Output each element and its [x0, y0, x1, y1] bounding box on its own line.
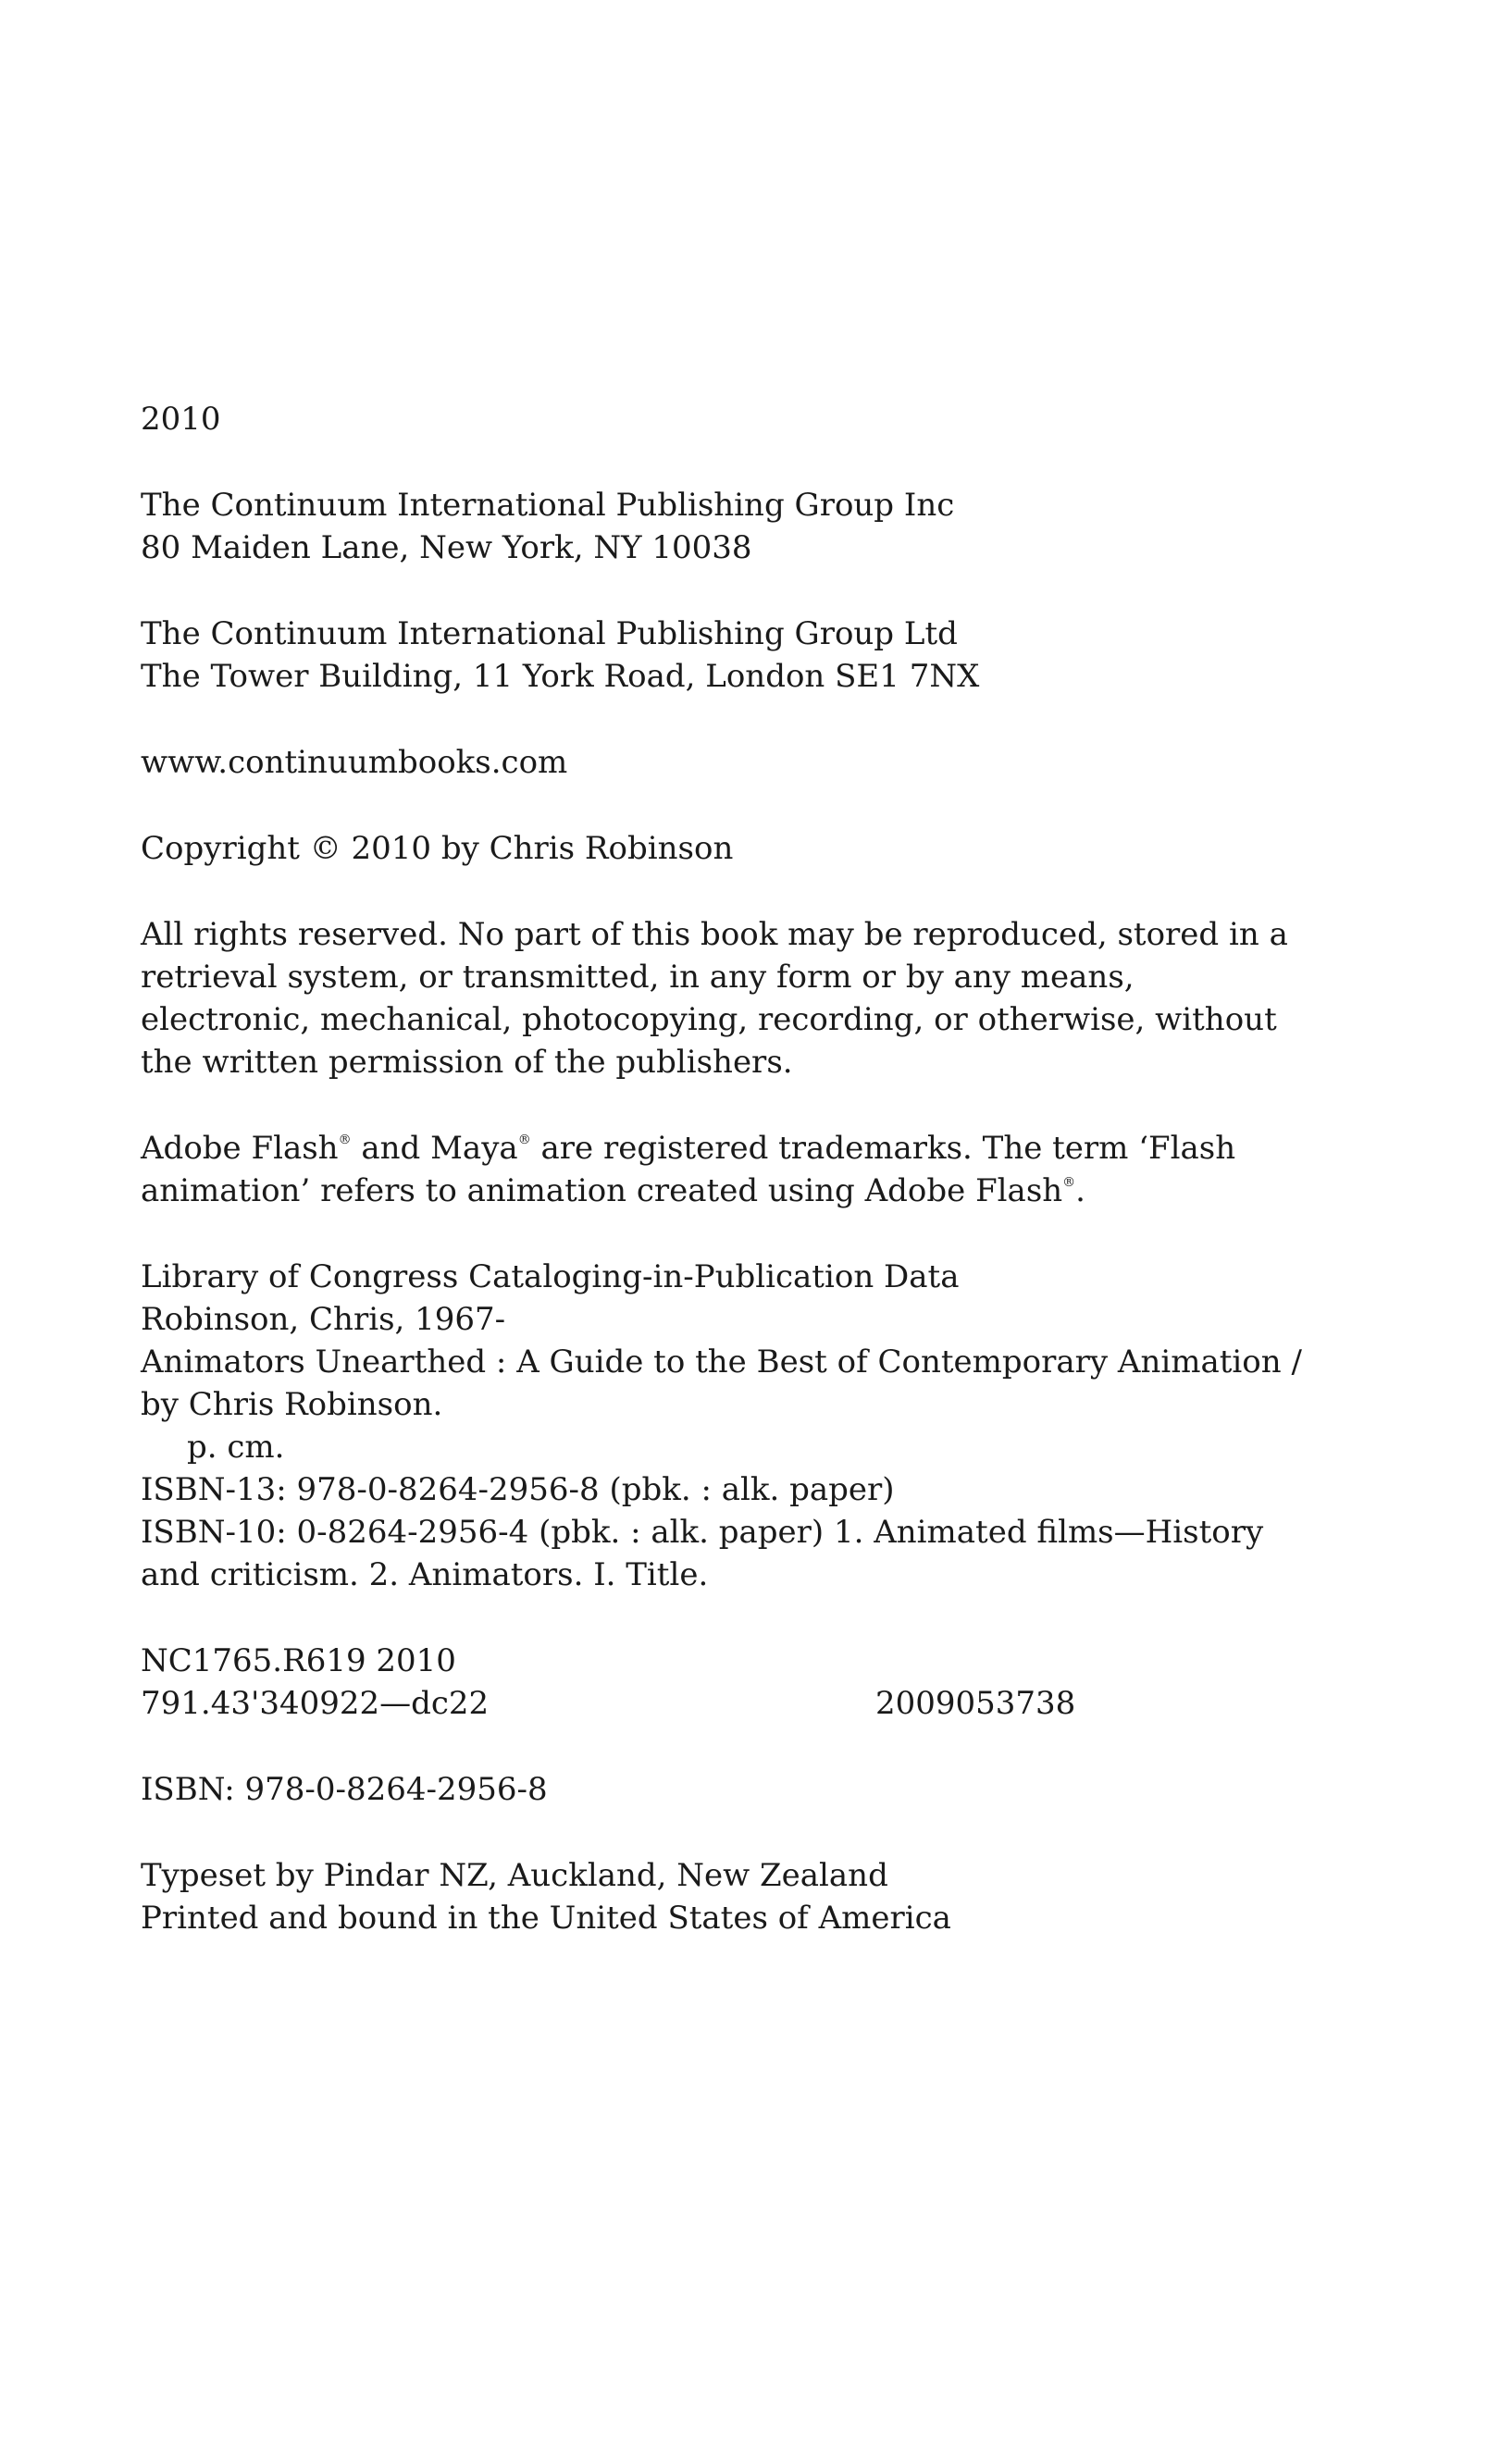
registered-mark: ®: [338, 1132, 352, 1147]
printed-credit: Printed and bound in the United States of America: [141, 1900, 951, 1937]
publisher-us-address: 80 Maiden Lane, New York, NY 10038: [141, 529, 752, 566]
publisher-us-block: [141, 484, 1307, 569]
publisher-uk-address: The Tower Building, 11 York Road, London SE1 7NX: [141, 658, 980, 695]
dewey-lccn-row: [141, 1682, 1307, 1725]
cip-title: Animators Unearthed : A Guide to the Best of Contemporary Animation / by Chris Robinson.: [141, 1343, 1302, 1423]
spacer: [141, 1811, 1307, 1854]
cip-block: [141, 1256, 1307, 1596]
trademark-text-4: .: [1075, 1172, 1085, 1209]
trademark-statement: [141, 1127, 1307, 1212]
spacer: [141, 1212, 1307, 1256]
trademark-text-3: are registered trademarks. The term ‘Flash animation’ refers to animation created using Adobe Flash: [141, 1130, 1236, 1209]
isbn-line: ISBN: 978-0-8264-2956-8: [141, 1771, 548, 1808]
lccn-number: 2009053738: [875, 1685, 1076, 1722]
copyright-notice: Copyright © 2010 by Chris Robinson: [141, 830, 734, 867]
cip-isbn10-subjects: ISBN-10: 0-8264-2956-4 (pbk. : alk. paper) 1. Animated films—History and criticism. 2. Animators. I. Title.: [141, 1514, 1264, 1593]
registered-mark: ®: [517, 1132, 531, 1147]
publication-year: 2010: [141, 401, 221, 438]
registered-mark: ®: [1062, 1174, 1076, 1190]
spacer: [141, 1725, 1307, 1768]
cip-isbn13: ISBN-13: 978-0-8264-2956-8 (pbk. : alk. paper): [141, 1471, 895, 1508]
spacer: [141, 1083, 1307, 1127]
dewey-classification: 791.43'340922—dc22: [141, 1685, 490, 1722]
lc-classification: NC1765.R619 2010: [141, 1642, 456, 1679]
spacer: [141, 569, 1307, 613]
trademark-text-2: and Maya: [351, 1130, 518, 1167]
publisher-us-name: The Continuum International Publishing Group Inc: [141, 487, 955, 524]
copyright-page: [141, 398, 1307, 1939]
spacer: [141, 1596, 1307, 1640]
publisher-uk-block: [141, 613, 1307, 698]
trademark-text-1: Adobe Flash: [141, 1130, 339, 1167]
rights-statement: All rights reserved. No part of this book may be reproduced, stored in a retrieval system, or transmitted, in any form or by any means, electronic, mechanical, photocopying, recording, or otherwise, without the written permission of the publishers.: [141, 916, 1288, 1081]
cip-heading: Library of Congress Cataloging-in-Publication Data: [141, 1258, 960, 1295]
cip-author: Robinson, Chris, 1967-: [141, 1301, 506, 1338]
production-block: [141, 1854, 1307, 1939]
spacer: [141, 698, 1307, 741]
typeset-credit: Typeset by Pindar NZ, Auckland, New Zealand: [141, 1857, 888, 1894]
classification-block: [141, 1640, 1307, 1725]
spacer: [141, 784, 1307, 827]
spacer: [141, 440, 1307, 484]
publisher-website: www.continuumbooks.com: [141, 744, 568, 781]
spacer: [141, 870, 1307, 913]
cip-pcm: p. cm.: [187, 1429, 285, 1466]
publisher-uk-name: The Continuum International Publishing Group Ltd: [141, 615, 958, 652]
